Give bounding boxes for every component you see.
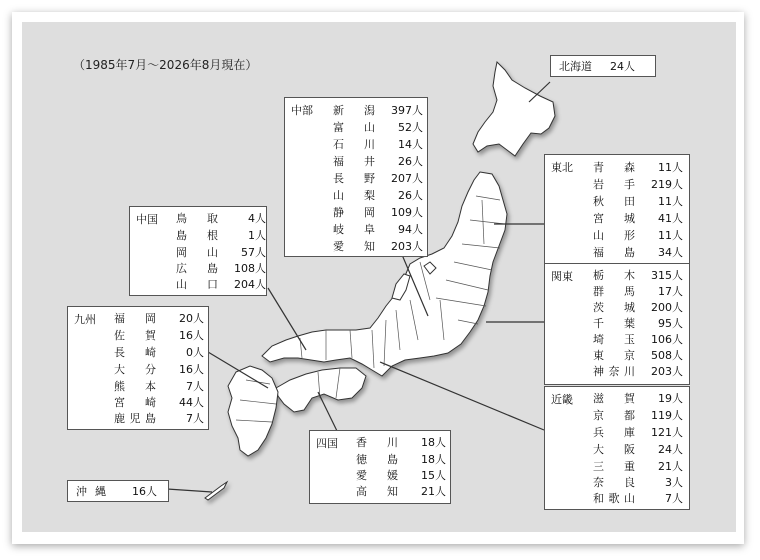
table-row: 山梨 26人 — [333, 189, 423, 202]
region-name-shikoku: 四国 — [316, 437, 338, 450]
table-row: 福岡 20人 — [114, 312, 204, 325]
okinawa-island — [205, 482, 227, 500]
table-row: 大阪 24人 — [593, 443, 683, 456]
table-row: 広島 108人 — [176, 262, 266, 275]
table-row: 和歌山 7人 — [593, 492, 683, 505]
table-row: 長野 207人 — [333, 172, 423, 185]
table-row: 神奈川 203人 — [593, 365, 683, 378]
table-row: 福島 34人 — [593, 246, 683, 259]
table-row: 鹿児島 7人 — [114, 412, 204, 425]
region-name-chugoku: 中国 — [136, 213, 158, 226]
table-row: 長崎 0人 — [114, 346, 204, 359]
region-name-kanto: 関東 — [551, 270, 573, 283]
table-row: 三重 21人 — [593, 460, 683, 473]
count-hokkaido: 24人 — [610, 59, 635, 73]
table-row: 香川 18人 — [356, 436, 446, 449]
chubu-box — [284, 97, 428, 257]
table-row: 熊本 7人 — [114, 380, 204, 393]
count-okinawa: 16人 — [132, 484, 157, 498]
table-row: 愛媛 15人 — [356, 469, 446, 482]
table-row: 大分 16人 — [114, 363, 204, 376]
table-row: 静岡 109人 — [333, 206, 423, 219]
hokkaido-island — [473, 62, 555, 156]
table-row: 岩手 219人 — [593, 178, 683, 191]
table-row: 鳥取 4人 — [176, 212, 266, 225]
region-name-okinawa: 沖縄 — [76, 484, 114, 498]
period-note: （1985年7月～2026年8月現在） — [73, 58, 258, 72]
table-row: 奈良 3人 — [593, 476, 683, 489]
table-row: 福井 26人 — [333, 155, 423, 168]
okinawa-box — [67, 480, 169, 502]
region-name-chubu: 中部 — [291, 104, 313, 117]
kinki-box — [544, 386, 690, 510]
table-row: 徳島 18人 — [356, 453, 446, 466]
table-row: 宮城 41人 — [593, 212, 683, 225]
chugoku-box — [129, 206, 267, 296]
table-row: 山形 11人 — [593, 229, 683, 242]
region-name-kinki: 近畿 — [551, 393, 573, 406]
table-row: 高知 21人 — [356, 485, 446, 498]
table-row: 群馬 17人 — [593, 285, 683, 298]
hokkaido-box — [550, 55, 656, 77]
table-row: 埼玉 106人 — [593, 333, 683, 346]
tohoku-box — [544, 154, 690, 264]
table-row: 千葉 95人 — [593, 317, 683, 330]
table-row: 栃木 315人 — [593, 269, 683, 282]
region-name-hokkaido: 北海道 — [559, 59, 592, 73]
table-row: 岡山 57人 — [176, 246, 266, 259]
kyushu-box — [67, 306, 209, 430]
table-row: 島根 1人 — [176, 229, 266, 242]
region-name-tohoku: 東北 — [551, 161, 573, 174]
table-row: 新潟 397人 — [333, 104, 423, 117]
table-row: 茨城 200人 — [593, 301, 683, 314]
table-row: 山口 204人 — [176, 278, 266, 291]
table-row: 兵庫 121人 — [593, 426, 683, 439]
table-row: 佐賀 16人 — [114, 329, 204, 342]
region-name-kyushu: 九州 — [74, 313, 96, 326]
shikoku-island — [276, 368, 366, 412]
shikoku-box — [309, 430, 451, 504]
table-row: 東京 508人 — [593, 349, 683, 362]
table-row: 青森 11人 — [593, 161, 683, 174]
table-row: 滋賀 19人 — [593, 392, 683, 405]
table-row: 石川 14人 — [333, 138, 423, 151]
table-row: 岐阜 94人 — [333, 223, 423, 236]
table-row: 愛知 203人 — [333, 240, 423, 253]
table-row: 京都 119人 — [593, 409, 683, 422]
kanto-box — [544, 263, 690, 385]
table-row: 秋田 11人 — [593, 195, 683, 208]
table-row: 富山 52人 — [333, 121, 423, 134]
table-row: 宮崎 44人 — [114, 396, 204, 409]
